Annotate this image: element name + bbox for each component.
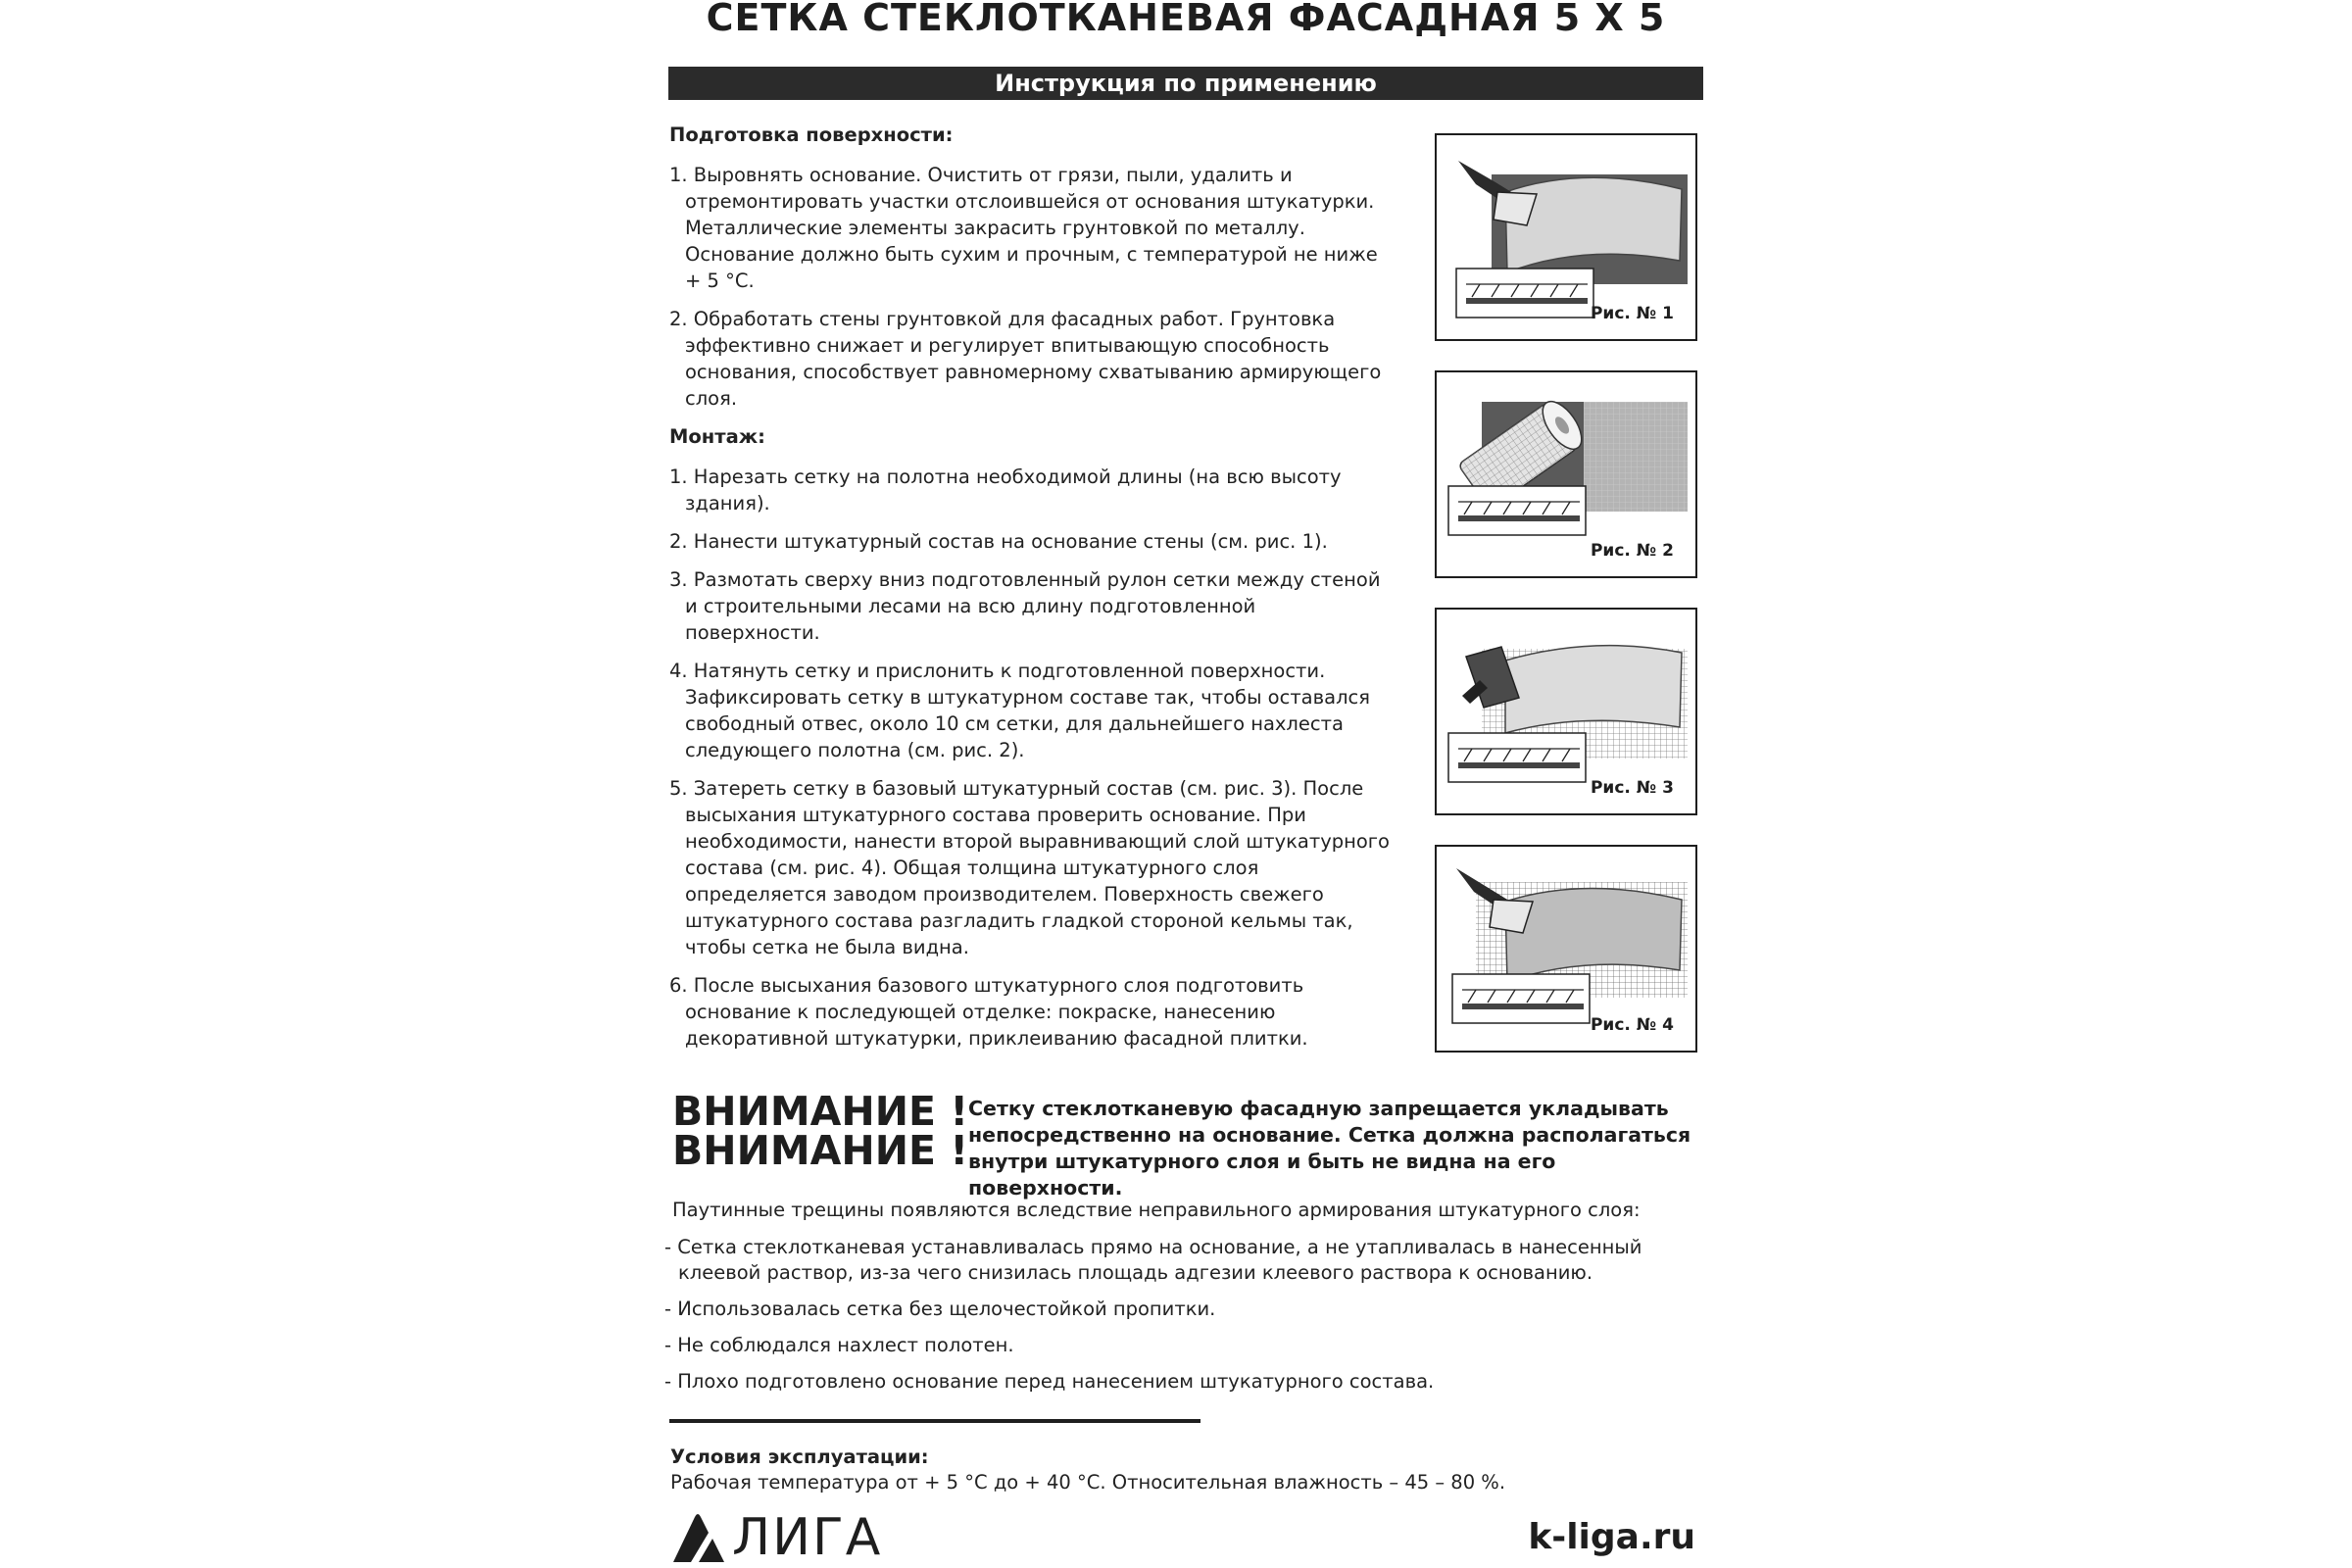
install-item: 2. Нанести штукатурный состав на основание стены (см. рис. 1). (669, 530, 1328, 553)
attention-heading (672, 1088, 969, 1174)
install-heading: Монтаж: (669, 425, 765, 448)
conditions-section (670, 1445, 1650, 1495)
prep-heading: Подготовка поверхности: (669, 123, 954, 146)
cracks-bullet: - Использовалась сетка без щелочестойкой пропитки. (664, 1298, 1216, 1320)
figure-label: Рис. № 1 (1590, 304, 1674, 323)
logo-mark-icon (669, 1509, 726, 1566)
cracks-section (664, 1198, 1705, 1405)
brand-logo (669, 1509, 924, 1566)
figure-2 (1435, 370, 1697, 578)
conditions-text: Рабочая температура от + 5 °С до + 40 °С. Относительная влажность – 45 – 80 %. (670, 1471, 1506, 1494)
figure-label: Рис. № 3 (1590, 778, 1674, 798)
section-band: Инструкция по применению (668, 67, 1703, 100)
figure-1 (1435, 133, 1697, 341)
attention-line: ВНИМАНИЕ ! (672, 1088, 969, 1135)
attention-text: Сетку стеклотканевую фасадную запрещается укладывать непосредственно на основание. Сетка должна располагаться внутри штукатурного слоя и быть не видна на его поверхности. (968, 1097, 1691, 1200)
install-item: 5. Затереть сетку в базовый штукатурный состав (см. рис. 3). После высыхания штукатурного состава проверить основание. При необходимости, нанести второй выравнивающий слой штукатурного состава (см. рис. 4). Общая толщина штукатурного слоя определяется заводом производителем. Поверхность свежего штукатурного состава разгладить гладкой стороной кельмы так, чтобы сетка не была видна. (669, 777, 1390, 958)
figure-4 (1435, 845, 1697, 1053)
figure-label: Рис. № 4 (1590, 1015, 1674, 1035)
page-title: СЕТКА СТЕКЛОТКАНЕВАЯ ФАСАДНАЯ 5 Х 5 (706, 0, 1666, 39)
prep-item: 1. Выровнять основание. Очистить от грязи, пыли, удалить и отремонтировать участки отслоившейся от основания штукатурки. Металлические элементы закрасить грунтовкой по металлу. Основание должно быть сухим и прочным, с температурой не ниже + 5 °С. (669, 164, 1378, 292)
figures-column (1435, 133, 1701, 1082)
attention-line: ВНИМАНИЕ ! (672, 1127, 969, 1174)
instructions-column (669, 118, 1390, 1063)
divider (669, 1419, 1200, 1423)
figure-3 (1435, 608, 1697, 815)
install-item: 1. Нарезать сетку на полотна необходимой длины (на всю высоту здания). (669, 466, 1342, 514)
install-item: 4. Натянуть сетку и прислонить к подготовленной поверхности. Зафиксировать сетку в штукатурном составе так, чтобы оставался свободный отвес, около 10 см сетки, для дальнейшего нахлеста следующего полотна (см. рис. 2). (669, 660, 1370, 761)
conditions-title: Условия эксплуатации: (670, 1446, 929, 1468)
install-item: 3. Размотать сверху вниз подготовленный рулон сетки между стеной и строительными лесами на всю длину подготовленной поверхности. (669, 568, 1381, 644)
cracks-bullet: - Плохо подготовлено основание перед нанесением штукатурного состава. (664, 1370, 1435, 1393)
brand-name: ЛИГА (732, 1508, 883, 1567)
cracks-bullet: - Сетка стеклотканевая устанавливалась прямо на основание, а не утапливалась в нанесенный клеевой раствор, из-за чего снизилась площадь адгезии клеевого раствора к основанию. (664, 1236, 1642, 1284)
install-item: 6. После высыхания базового штукатурного слоя подготовить основание к последующей отделке: покраске, нанесению декоративной штукатурки, приклеиванию фасадной плитки. (669, 974, 1308, 1050)
cracks-intro: Паутинные трещины появляются вследствие неправильного армирования штукатурного слоя: (672, 1199, 1641, 1221)
prep-item: 2. Обработать стены грунтовкой для фасадных работ. Грунтовка эффективно снижает и регулирует впитывающую способность основания, способствует равномерному схватыванию армирующего слоя. (669, 308, 1382, 410)
website-link[interactable]: k-liga.ru (1528, 1517, 1695, 1557)
figure-label: Рис. № 2 (1590, 541, 1674, 561)
cracks-bullet: - Не соблюдался нахлест полотен. (664, 1334, 1014, 1356)
